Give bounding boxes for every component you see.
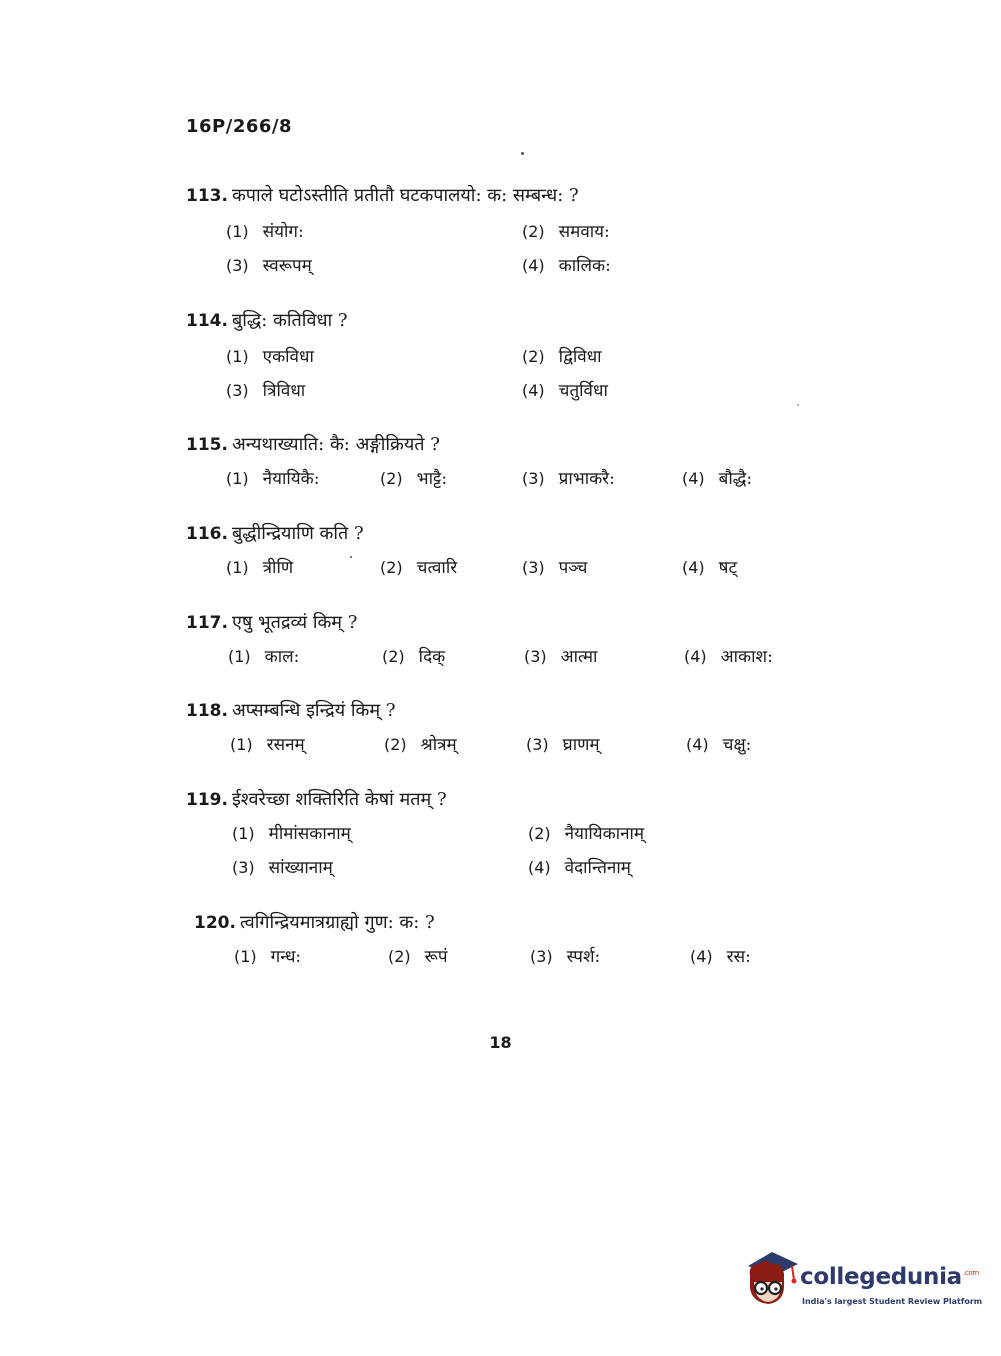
option-row [186, 462, 906, 496]
scan-speck [350, 556, 352, 558]
option-1: (1) नैयायिकै: [226, 469, 320, 489]
option-2: (2) समवाय: [522, 222, 610, 242]
question-114 [186, 308, 906, 408]
option-2: (2) रूपं [388, 947, 448, 967]
option-1: (1) रसनम् [230, 735, 305, 755]
question-text: अप्सम्बन्धि इन्द्रियं किम् ? [231, 700, 396, 721]
question-120 [186, 910, 906, 974]
option-3: (3) आत्मा [524, 647, 598, 667]
question-number: 119. [186, 790, 228, 810]
option-row [186, 728, 906, 762]
option-1: (1) काल: [228, 647, 300, 667]
option-2: (2) श्रोत्रम् [384, 735, 457, 755]
question-number: 118. [186, 701, 228, 721]
scan-speck [797, 404, 799, 406]
question-text: ईश्वरेच्छा शक्तिरिति केषां मतम् ? [231, 789, 447, 810]
option-4: (4) चतुर्विधा [522, 381, 608, 401]
option-row [186, 340, 906, 374]
option-3: (3) स्वरूपम् [226, 256, 312, 276]
option-3: (3) त्रिविधा [226, 381, 306, 401]
question-stem [186, 308, 906, 334]
option-4: (4) चक्षु: [686, 735, 752, 755]
option-row [186, 851, 906, 885]
option-4: (4) षट् [682, 558, 738, 578]
option-1: (1) संयोग: [226, 222, 304, 242]
option-1: (1) त्रीणि [226, 558, 294, 578]
option-2: (2) नैयायिकानाम् [528, 824, 645, 844]
student-mascot-icon [742, 1250, 800, 1312]
question-stem [186, 521, 906, 547]
question-116 [186, 521, 906, 585]
question-stem [186, 183, 906, 209]
paper-code: 16P/266/8 [186, 116, 292, 137]
option-1: (1) गन्ध: [234, 947, 302, 967]
collegedunia-logo [742, 1250, 983, 1320]
option-4: (4) रस: [690, 947, 751, 967]
option-4: (4) आकाश: [684, 647, 773, 667]
option-row [186, 940, 906, 974]
option-row [186, 817, 906, 851]
question-115 [186, 432, 906, 496]
option-row [186, 215, 906, 249]
option-1: (1) एकविधा [226, 347, 314, 367]
question-118 [186, 698, 906, 762]
option-2: (2) चत्वारि [380, 558, 458, 578]
question-stem [186, 910, 906, 936]
option-3: (3) पञ्च [522, 558, 588, 578]
question-119 [186, 787, 906, 885]
option-3: (3) घ्राणम् [526, 735, 600, 755]
option-3: (3) प्राभाकरै: [522, 469, 615, 489]
scan-speck [521, 152, 524, 155]
option-3: (3) स्पर्श: [530, 947, 601, 967]
question-number: 115. [186, 435, 228, 455]
option-4: (4) कालिक: [522, 256, 611, 276]
logo-wordmark: collegedunia$^{.com}$ [800, 1264, 979, 1290]
question-number: 116. [186, 524, 228, 544]
option-4: (4) बौद्धै: [682, 469, 753, 489]
option-4: (4) वेदान्तिनाम् [528, 858, 631, 878]
option-2: (2) दिक् [382, 647, 446, 667]
question-number: 113. [186, 186, 228, 206]
option-2: (2) द्विविधा [522, 347, 602, 367]
option-row [186, 640, 906, 674]
question-117 [186, 610, 906, 674]
option-2: (2) भाट्टै: [380, 469, 448, 489]
question-number: 114. [186, 311, 228, 331]
question-text: त्वगिन्द्रियमात्रग्राह्यो गुण: क: ? [239, 912, 435, 933]
option-row [186, 374, 906, 408]
question-text: बुद्धि: कतिविधा ? [231, 310, 348, 331]
question-number: 120. [194, 913, 236, 933]
question-stem [186, 698, 906, 724]
option-1: (1) मीमांसकानाम् [232, 824, 351, 844]
page-number: 18 [489, 1033, 512, 1052]
option-3: (3) सांख्यानाम् [232, 858, 333, 878]
question-113 [186, 183, 906, 283]
logo-tagline: India's largest Student Review Platform [802, 1297, 983, 1306]
question-stem [186, 432, 906, 458]
question-text: एषु भूतद्रव्यं किम् ? [231, 612, 358, 633]
question-text: कपाले घटोऽस्तीति प्रतीतौ घटकपालयो: क: सम्बन्ध: ? [231, 185, 579, 206]
option-row [186, 551, 906, 585]
question-stem [186, 787, 906, 813]
question-text: बुद्धीन्द्रियाणि कति ? [231, 523, 364, 544]
question-number: 117. [186, 613, 228, 633]
question-stem [186, 610, 906, 636]
question-text: अन्यथाख्याति: कै: अङ्गीक्रियते ? [231, 434, 440, 455]
option-row [186, 249, 906, 283]
